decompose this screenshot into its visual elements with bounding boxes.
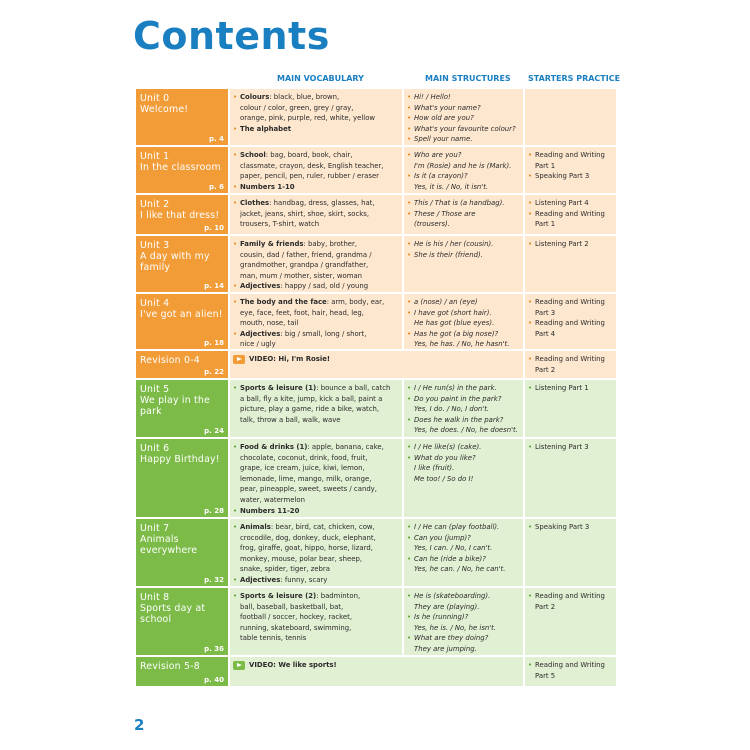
structure-line: • I have got (short hair). (407, 308, 521, 319)
starters-line: • Listening Part 3 (528, 442, 614, 453)
starters-line: • Reading and Writing (528, 209, 614, 220)
play-icon[interactable] (233, 661, 245, 670)
structures-cell (404, 588, 523, 655)
structures-cell (404, 380, 523, 437)
starters-line: • Speaking Part 3 (528, 522, 614, 533)
structure-line: • He is (skateboarding). (407, 591, 521, 602)
unit-name: Unit 4 (140, 298, 170, 309)
contents-row (136, 380, 616, 437)
vocab-line: mouth, nose, tail (240, 319, 299, 328)
structure-line: Yes, I do. / No, I don't. (414, 405, 490, 414)
structures-cell (404, 439, 523, 517)
starters-cell (525, 588, 616, 655)
starters-cell (525, 519, 616, 586)
video-line[interactable] (233, 660, 521, 671)
vocab-line: man, mum / mother, sister, woman (240, 271, 363, 280)
page-number: 2 (134, 716, 145, 734)
vocab-label: Numbers 11-20 (240, 506, 300, 515)
structure-line: • I / He can (play football). (407, 522, 521, 533)
starters-line: Part 3 (535, 308, 556, 317)
video-title: VIDEO: We like sports! (249, 661, 337, 669)
starters-line: Part 2 (535, 602, 556, 611)
structure-line: I like (fruit). (414, 464, 455, 473)
vocab-label: Adjectives (240, 329, 281, 338)
vocab-line: chocolate, coconut, drink, food, fruit, (240, 453, 368, 462)
vocab-line: orange, pink, purple, red, white, yellow (240, 114, 376, 123)
structure-line: • Has he got (a big nose)? (407, 329, 521, 340)
starters-line: • Reading and Writing (528, 150, 614, 161)
unit-cell (136, 89, 228, 145)
vocab-line: picture, play a game, ride a bike, watch, (240, 405, 380, 414)
starters-cell (525, 147, 616, 193)
unit-cell (136, 294, 228, 349)
vocab-line (233, 239, 400, 250)
vocab-line (233, 150, 400, 161)
unit-cell (136, 147, 228, 193)
starters-line: Part 4 (535, 329, 556, 338)
structure-line: • Is he (running)? (407, 612, 521, 623)
unit-name: Sports day at (140, 603, 206, 614)
vocab-line (233, 442, 400, 453)
vocab-text: : bear, bird, cat, chicken, cow, (270, 523, 375, 531)
structure-line: • Spell your name. (407, 134, 521, 145)
vocab-line: monkey, mouse, polar bear, sheep, (240, 554, 363, 563)
vocab-label: Food & drinks (1) (240, 443, 308, 451)
vocab-text: : black, blue, brown, (269, 93, 340, 101)
starters-line: • Reading and Writing (528, 591, 614, 602)
video-cell (230, 657, 523, 686)
vocab-line: a ball, fly a kite, jump, kick a ball, paint a (240, 394, 383, 403)
starters-line: • Reading and Writing (528, 297, 614, 308)
unit-page: p. 40 (204, 676, 224, 684)
starters-cell (525, 195, 616, 234)
starters-cell (525, 351, 616, 378)
structure-line: • I / He run(s) in the park. (407, 383, 521, 394)
vocab-text: : handbag, dress, glasses, hat, (269, 199, 375, 207)
unit-name: Happy Birthday! (140, 454, 220, 465)
vocab-label: The body and the face (240, 298, 327, 306)
vocabulary-cell (230, 236, 402, 292)
structure-line: (trousers). (414, 220, 450, 229)
vocab-line: colour / color, green, grey / gray, (240, 103, 354, 112)
starters-cell (525, 89, 616, 145)
structure-line: • Can he (ride a bike)? (407, 554, 521, 565)
vocab-label: Family & friends (240, 240, 304, 248)
vocabulary-cell (230, 380, 402, 437)
starters-cell (525, 439, 616, 517)
structures-cell (404, 89, 523, 145)
unit-name: Welcome! (140, 104, 189, 115)
unit-cell (136, 657, 228, 686)
unit-cell (136, 519, 228, 586)
structure-line: Yes, he does. / No, he doesn't. (414, 426, 518, 435)
structure-line: • Does he walk in the park? (407, 415, 521, 426)
vocab-line (233, 124, 400, 135)
structure-line: Yes, he has. / No, he hasn't. (414, 340, 510, 349)
unit-page: p. 28 (204, 507, 224, 515)
structures-cell (404, 147, 523, 193)
vocab-line: pear, pineapple, sweet, sweets / candy, (240, 485, 377, 494)
vocab-line (233, 92, 400, 103)
vocab-label: Animals (240, 523, 271, 531)
vocab-text: : bag, board, book, chair, (265, 151, 353, 159)
unit-name: In the classroom (140, 162, 221, 173)
vocab-line: talk, throw a ball, walk, wave (240, 415, 341, 424)
vocab-line (233, 506, 400, 517)
vocabulary-cell (230, 147, 402, 193)
vocab-line: football / soccer, hockey, racket, (240, 613, 353, 622)
structure-line: • What's your name? (407, 103, 521, 114)
starters-line: • Listening Part 4 (528, 198, 614, 209)
structure-line: • What are they doing? (407, 633, 521, 644)
unit-name: everywhere (140, 545, 198, 556)
structure-line: Me too! / So do I! (414, 474, 474, 483)
vocab-line: cousin, dad / father, friend, grandma / (240, 250, 372, 259)
vocab-text: : badminton, (316, 592, 361, 600)
vocab-line: running, skateboard, swimming, (240, 623, 352, 632)
vocabulary-cell (230, 439, 402, 517)
vocabulary-cell (230, 89, 402, 145)
header-main-vocabulary: MAIN VOCABULARY (277, 74, 364, 83)
unit-page: p. 6 (209, 183, 224, 191)
unit-cell (136, 588, 228, 655)
structure-line: • Who are you? (407, 150, 521, 161)
vocab-line: trousers, T-shirt, watch (240, 220, 320, 229)
starters-line: • Listening Part 1 (528, 383, 614, 394)
vocab-line (233, 329, 400, 340)
vocabulary-cell (230, 519, 402, 586)
unit-name: Unit 0 (140, 93, 170, 104)
contents-row (136, 294, 616, 349)
unit-name: Unit 6 (140, 443, 170, 454)
header-main-structures: MAIN STRUCTURES (425, 74, 511, 83)
vocab-line: crocodile, dog, donkey, duck, elephant, (240, 533, 376, 542)
unit-name: Revision 0-4 (140, 355, 200, 366)
vocab-line: grape, ice cream, juice, kiwi, lemon, (240, 464, 365, 473)
vocab-line (233, 522, 400, 533)
starters-line: • Reading and Writing (528, 660, 614, 671)
contents-row (136, 439, 616, 517)
structure-line: • What do you like? (407, 453, 521, 464)
structure-line: • This / That is (a handbag). (407, 198, 521, 209)
unit-cell (136, 236, 228, 292)
starters-line: Part 1 (535, 220, 556, 229)
unit-cell (136, 380, 228, 437)
unit-page: p. 4 (209, 135, 224, 143)
contents-row (136, 236, 616, 292)
unit-name: A day with my (140, 251, 210, 262)
vocab-line (233, 182, 400, 193)
header-starters-practice: STARTERS PRACTICE (528, 74, 621, 83)
structure-line: I'm (Rosie) and he is (Mark). (414, 161, 512, 170)
structure-line: • These / Those are (407, 209, 521, 220)
starters-line: • Reading and Writing (528, 318, 614, 329)
contents-row (136, 147, 616, 193)
vocab-label: School (240, 151, 266, 159)
structure-line: Yes, he is. / No, he isn't. (414, 623, 497, 632)
vocabulary-cell (230, 294, 402, 349)
vocab-text: : bounce a ball, catch (316, 384, 391, 392)
vocab-line: table tennis, tennis (240, 634, 307, 643)
vocab-line: paper, pencil, pen, ruler, rubber / eraser (240, 172, 380, 181)
unit-name: Unit 7 (140, 523, 170, 534)
vocab-label: Sports & leisure (1) (240, 384, 317, 392)
structure-line: • Do you paint in the park? (407, 394, 521, 405)
video-line[interactable] (233, 354, 521, 365)
unit-name: Unit 2 (140, 199, 170, 210)
unit-page: p. 32 (204, 576, 224, 584)
unit-page: p. 18 (204, 339, 224, 347)
vocabulary-cell (230, 588, 402, 655)
vocab-line: lemonade, lime, mango, milk, orange, (240, 474, 372, 483)
unit-name: family (140, 262, 171, 273)
contents-row (136, 657, 616, 686)
unit-name: We play in the (140, 395, 211, 406)
structures-cell (404, 236, 523, 292)
unit-name: park (140, 406, 162, 417)
contents-row (136, 89, 616, 145)
structures-cell (404, 519, 523, 586)
unit-name: Unit 8 (140, 592, 170, 603)
video-title: VIDEO: Hi, I'm Rosie! (249, 355, 331, 363)
unit-page: p. 22 (204, 368, 224, 376)
starters-line: Part 1 (535, 161, 556, 170)
structure-line: Yes, I can. / No, I can't. (414, 544, 493, 553)
starters-cell (525, 380, 616, 437)
vocab-line (233, 383, 400, 394)
structure-line: • What's your favourite colour? (407, 124, 521, 135)
structure-line: • I / He like(s) (cake). (407, 442, 521, 453)
starters-line: • Reading and Writing (528, 354, 614, 365)
starters-line: • Listening Part 2 (528, 239, 614, 250)
vocab-line: eye, face, feet, foot, hair, head, leg, (240, 308, 364, 317)
vocab-text: : apple, banana, cake, (307, 443, 384, 451)
starters-cell (525, 657, 616, 686)
structure-line: • Is it (a crayon)? (407, 171, 521, 182)
unit-name: school (140, 614, 172, 625)
structure-line: They are (playing). (414, 602, 480, 611)
vocab-text: : happy / sad, old / young (280, 282, 369, 291)
starters-line: Part 5 (535, 671, 556, 680)
vocab-label: Colours (240, 93, 270, 101)
vocab-line: jacket, jeans, shirt, shoe, skirt, socks, (240, 209, 370, 218)
vocab-text: : arm, body, ear, (326, 298, 385, 306)
structure-line: • He is his / her (cousin). (407, 239, 521, 250)
structures-cell (404, 294, 523, 349)
vocab-label: The alphabet (240, 124, 292, 133)
structure-line: • How old are you? (407, 113, 521, 124)
vocab-line: ball, baseball, basketball, bat, (240, 602, 344, 611)
structure-line: Yes, it is. / No, it isn't. (414, 182, 489, 191)
vocab-text: : big / small, long / short, (280, 329, 367, 338)
contents-row (136, 195, 616, 234)
contents-row (136, 351, 616, 378)
starters-line: • Speaking Part 3 (528, 171, 614, 182)
vocab-line (233, 198, 400, 209)
video-cell (230, 351, 523, 378)
vocab-line: grandmother, grandpa / grandfather, (240, 261, 369, 270)
unit-name: Revision 5-8 (140, 661, 200, 672)
structure-line: • Can you (jump)? (407, 533, 521, 544)
structure-line: Yes, he can. / No, he can't. (414, 565, 506, 574)
vocab-line: classmate, crayon, desk, English teacher, (240, 161, 384, 170)
starters-cell (525, 294, 616, 349)
vocab-line (233, 297, 400, 308)
unit-name: Animals (140, 534, 179, 545)
vocab-line (233, 591, 400, 602)
contents-row (136, 588, 616, 655)
vocab-label: Numbers 1-10 (240, 182, 295, 191)
unit-name: I like that dress! (140, 210, 220, 221)
structure-line: • a (nose) / an (eye) (407, 297, 521, 308)
structures-cell (404, 195, 523, 234)
structure-line: • Hi! / Hello! (407, 92, 521, 103)
unit-name: Unit 3 (140, 240, 170, 251)
unit-page: p. 24 (204, 427, 224, 435)
vocabulary-cell (230, 195, 402, 234)
structure-line: • She is their (friend). (407, 250, 521, 261)
vocab-line: nice / ugly (240, 340, 276, 349)
unit-page: p. 10 (204, 224, 224, 232)
unit-name: Unit 1 (140, 151, 170, 162)
starters-cell (525, 236, 616, 292)
structure-line: They are jumping. (414, 644, 477, 653)
vocab-text: : funny, scary (280, 575, 328, 584)
page-title: Contents (133, 14, 330, 58)
vocab-line: water, watermelon (240, 495, 305, 504)
vocab-text: : baby, brother, (303, 240, 358, 248)
vocab-label: Sports & leisure (2) (240, 592, 317, 600)
vocab-label: Adjectives (240, 575, 281, 584)
vocab-line: snake, spider, tiger, zebra (240, 565, 330, 574)
unit-cell (136, 195, 228, 234)
unit-name: Unit 5 (140, 384, 170, 395)
vocab-line (233, 281, 400, 292)
vocab-label: Adjectives (240, 282, 281, 291)
unit-page: p. 36 (204, 645, 224, 653)
vocab-line (233, 575, 400, 586)
unit-name: I've got an alien! (140, 309, 223, 320)
structure-line: He has got (blue eyes). (414, 319, 495, 328)
unit-cell (136, 439, 228, 517)
starters-line: Part 2 (535, 365, 556, 374)
unit-page: p. 14 (204, 282, 224, 290)
contents-row (136, 519, 616, 586)
vocab-line: frog, giraffe, goat, hippo, horse, lizard, (240, 544, 373, 553)
unit-cell (136, 351, 228, 378)
vocab-label: Clothes (240, 199, 270, 207)
play-icon[interactable] (233, 355, 245, 364)
